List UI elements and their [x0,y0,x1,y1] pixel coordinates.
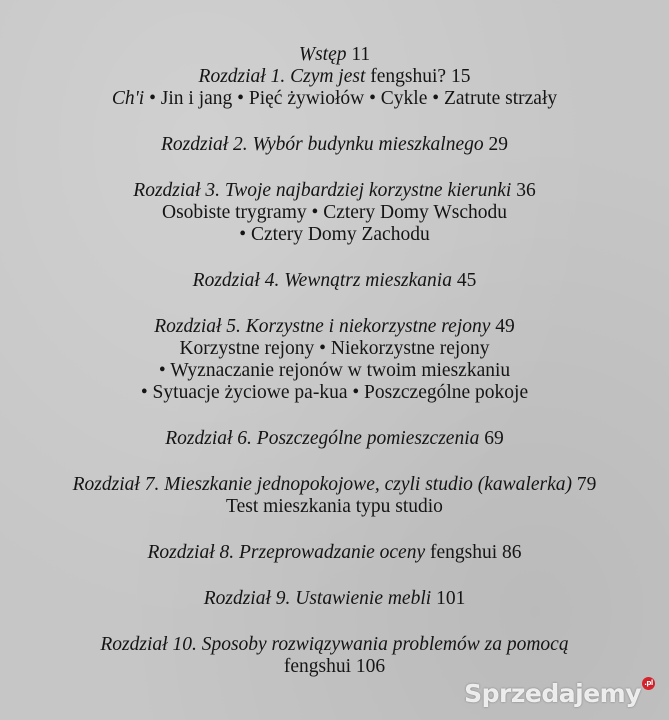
toc-chapter-2 [0,134,669,156]
toc-intro-title: Wstęp [298,44,347,65]
toc-chapter-3-page: 36 [516,180,536,201]
toc-chapter-5-sub-1: Korzystne rejony • Niekorzystne rejony [179,338,490,359]
toc-chapter-8-page: 86 [502,542,522,563]
toc-chapter-9-page: 101 [436,588,466,609]
toc-chapter-10-title: Rozdział 10. Sposoby rozwiązywania problemów za pomocą [100,634,569,655]
toc-chapter-9 [0,588,669,610]
table-of-contents [0,44,669,678]
toc-chapter-1-sub-rest: Jin i jang • Pięć żywiołów • Cykle • Zatrute strzały [160,88,558,109]
toc-chapter-1-subsections [0,88,669,110]
toc-intro [0,44,669,66]
toc-chapter-2-title: Rozdział 2. Wybór budynku mieszkalnego [161,134,484,155]
toc-chapter-5-title: Rozdział 5. Korzystne i niekorzystne rejony [154,316,491,337]
toc-chapter-7-page: 79 [576,474,597,495]
toc-chapter-6-page: 69 [484,428,504,449]
toc-chapter-3 [0,180,669,202]
toc-chapter-9-title: Rozdział 9. Ustawienie mebli [203,588,432,609]
toc-chapter-4 [0,270,669,292]
toc-chapter-8 [0,542,669,564]
toc-chapter-1 [0,66,669,88]
toc-chapter-5-sub-3: • Sytuacje życiowe pa-kua • Poszczególne pokoje [140,382,529,403]
toc-chapter-3-sub-2: • Cztery Domy Zachodu [239,224,430,245]
toc-chapter-7-sub-1: Test mieszkania typu studio [226,496,443,517]
watermark-text: Sprzedajemy [464,679,641,708]
toc-chapter-10 [0,634,669,656]
toc-chapter-5-page: 49 [495,316,515,337]
toc-chapter-5-sub-2: • Wyznaczanie rejonów w twoim mieszkaniu [158,360,511,381]
toc-intro-page: 11 [351,44,371,65]
watermark-badge: .pl [642,677,655,690]
toc-chapter-8-suffix: fengshui [430,542,498,563]
toc-chapter-2-page: 29 [488,134,508,155]
toc-chapter-1-suffix: fengshui? [370,66,447,87]
toc-chapter-5 [0,316,669,338]
toc-chapter-1-sub-chi: Ch'i [111,88,145,109]
toc-chapter-10-page: 106 [355,656,386,677]
toc-chapter-8-title: Rozdział 8. Przeprowadzanie oceny [147,542,426,563]
toc-chapter-10-line-2 [0,656,669,678]
toc-chapter-7 [0,474,669,496]
toc-chapter-6-title: Rozdział 6. Poszczególne pomieszczenia [165,428,480,449]
toc-chapter-4-page: 45 [456,270,477,291]
toc-chapter-1-title: Rozdział 1. Czym jest [198,66,366,87]
toc-chapter-3-title: Rozdział 3. Twoje najbardziej korzystne kierunki [133,180,512,201]
watermark-logo [464,679,655,708]
toc-chapter-6 [0,428,669,450]
toc-chapter-10-suffix: fengshui [283,656,352,677]
toc-chapter-4-title: Rozdział 4. Wewnątrz mieszkania [192,270,452,291]
toc-chapter-3-sub-1: Osobiste trygramy • Cztery Domy Wschodu [162,202,507,223]
toc-chapter-1-page: 15 [450,66,471,87]
toc-chapter-7-title: Rozdział 7. Mieszkanie jednopokojowe, czyli studio (kawalerka) [72,474,572,495]
toc-bullet: • [149,88,156,109]
